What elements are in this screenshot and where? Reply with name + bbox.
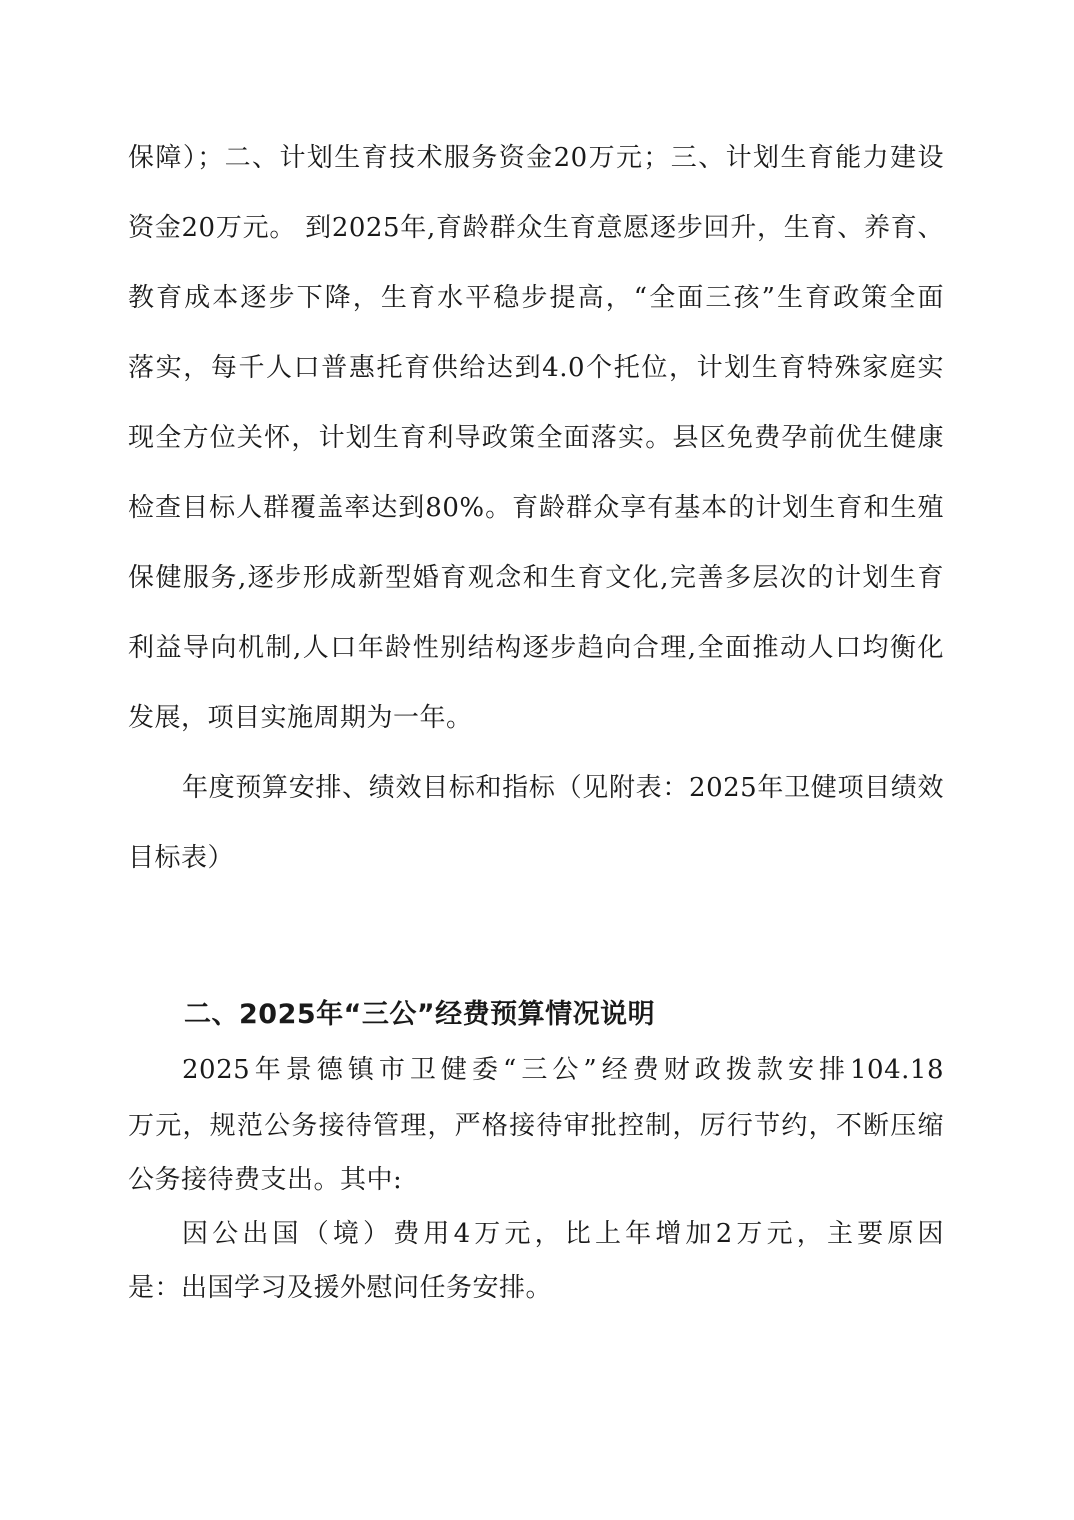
body-text-line: 万元，规范公务接待管理，严格接待审批控制，厉行节约，不断压缩 [128,1111,944,1141]
body-text-line: 利益导向机制,人口年龄性别结构逐步趋向合理,全面推动人口均衡化 [128,633,944,663]
body-text-line: 是：出国学习及援外慰问任务安排。 [128,1273,553,1303]
body-text-line: 发展，项目实施周期为一年。 [128,703,473,733]
body-text-line: 现全方位关怀，计划生育利导政策全面落实。县区免费孕前优生健康 [128,423,944,453]
section-heading: 二、2025年“三公”经费预算情况说明 [184,999,656,1030]
body-text-line: 教育成本逐步下降，生育水平稳步提高，“全面三孩”生育政策全面 [128,283,944,313]
body-text-line: 落实，每千人口普惠托育供给达到4.0个托位，计划生育特殊家庭实 [128,353,944,383]
body-text-line: 保障）；二、计划生育技术服务资金20万元；三、计划生育能力建设 [128,143,944,173]
body-text-line: 保健服务,逐步形成新型婚育观念和生育文化,完善多层次的计划生育 [128,563,944,593]
budget-note-line: 目标表） [128,843,235,873]
budget-note-line: 年度预算安排、绩效目标和指标（见附表：2025年卫健项目绩效 [182,773,944,803]
body-text-line: 公务接待费支出。其中: [128,1165,403,1195]
body-text-line: 因公出国（境）费用4万元，比上年增加2万元，主要原因 [182,1219,944,1249]
body-text-line: 检查目标人群覆盖率达到80%。育龄群众享有基本的计划生育和生殖 [128,493,944,523]
body-text-line: 资金20万元。 到2025年,育龄群众生育意愿逐步回升，生育、养育、 [128,213,944,243]
body-text-line: 2025年景德镇市卫健委“三公”经费财政拨款安排104.18 [182,1055,944,1085]
